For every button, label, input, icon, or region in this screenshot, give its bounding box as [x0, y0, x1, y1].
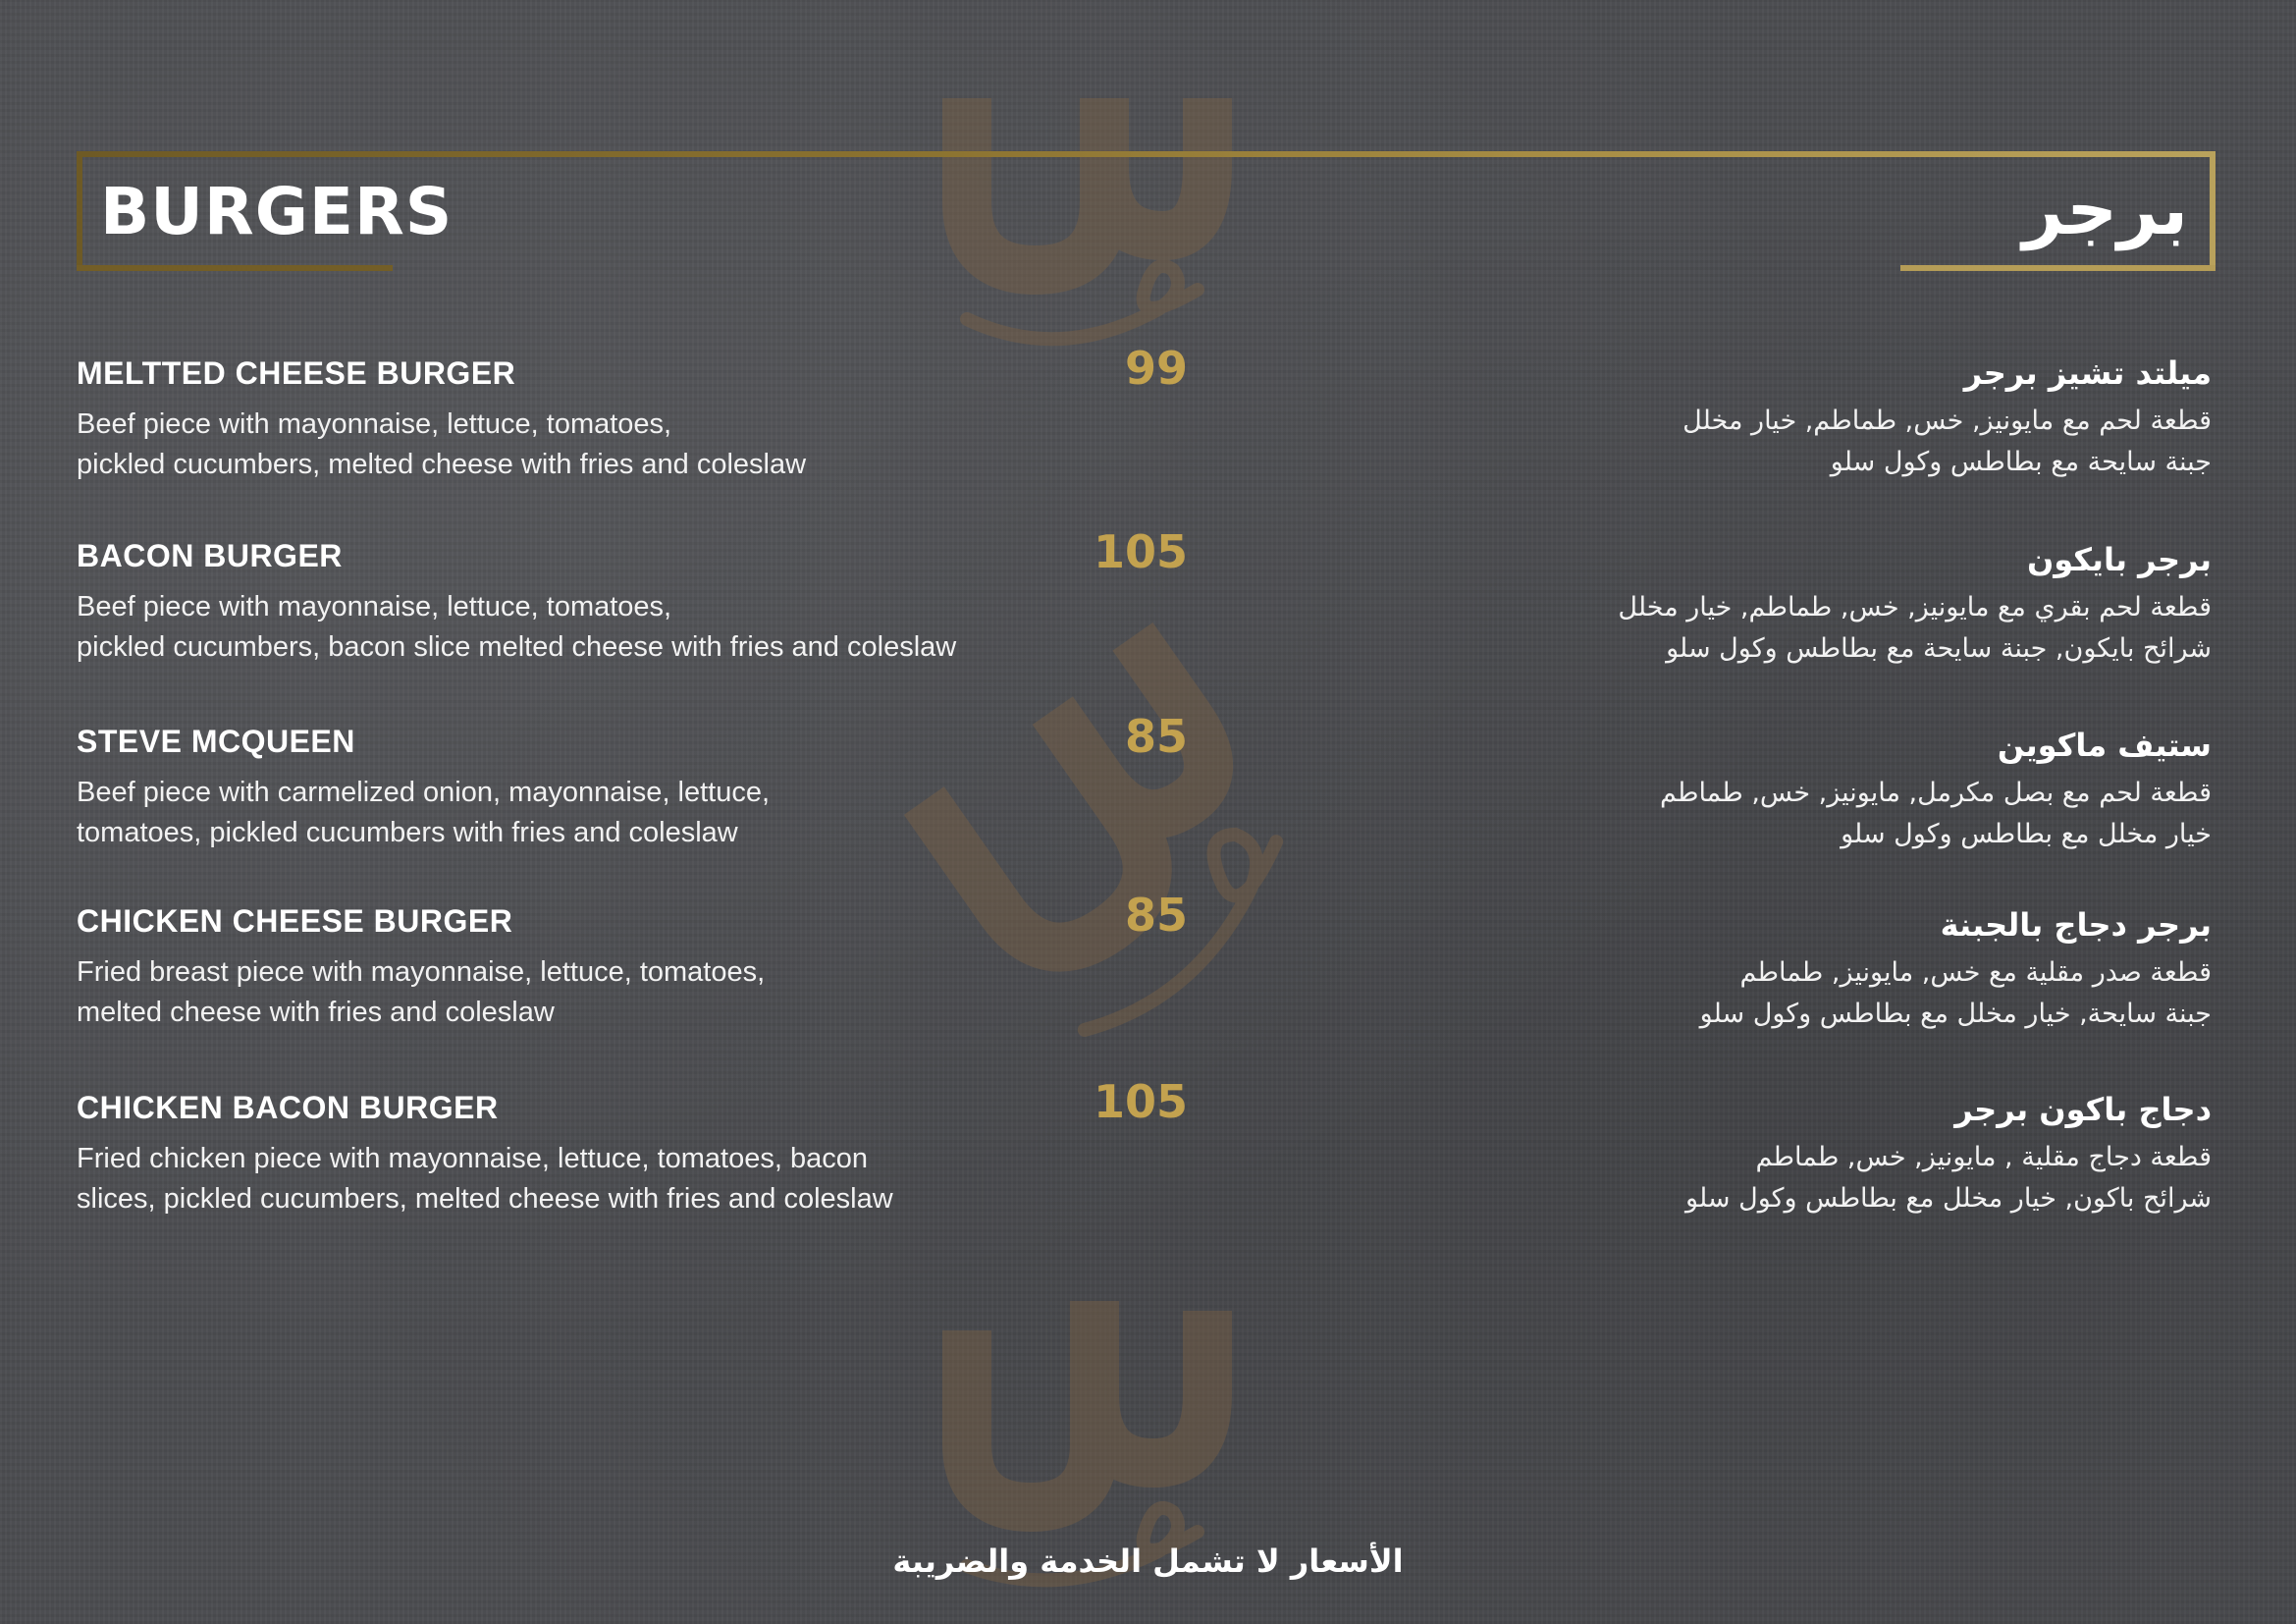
- item-price: 85: [1124, 710, 1188, 763]
- item-name-ar: ميلتد تشيز برجر: [1963, 354, 2212, 392]
- menu-item-ar: [1466, 903, 2212, 1035]
- section-title-ar: برجر: [2022, 168, 2188, 250]
- item-name-en: CHICKEN BACON BURGER: [77, 1090, 499, 1125]
- description-line: شرائح بايكون, جبنة سايحة مع بطاطس وكول سلو: [1666, 633, 2212, 664]
- item-description-ar: [1466, 1137, 2212, 1219]
- description-line: قطعة دجاج مقلية , مايونيز, خس, طماطم: [1755, 1142, 2212, 1172]
- description-line: Beef piece with carmelized onion, mayonnaise, lettuce,: [77, 777, 771, 808]
- uu-logo-icon: [868, 620, 1371, 1128]
- item-description-en: [77, 587, 1196, 668]
- watermark-logo-top: [913, 98, 1247, 363]
- description-line: pickled cucumbers, bacon slice melted cheese with fries and coleslaw: [77, 631, 957, 663]
- item-name-en: BACON BURGER: [77, 538, 343, 573]
- menu-item-ar: [1466, 724, 2212, 855]
- item-price: 85: [1124, 889, 1188, 942]
- item-name-ar: برجر دجاج بالجبنة: [1940, 906, 2212, 944]
- item-price: 105: [1093, 525, 1188, 578]
- item-name-en: CHICKEN CHEESE BURGER: [77, 903, 513, 939]
- menu-item-ar: [1466, 352, 2212, 483]
- menu-item-en: [77, 353, 1196, 485]
- description-line: slices, pickled cucumbers, melted cheese with fries and coleslaw: [77, 1183, 893, 1215]
- menu-item-en: [77, 536, 1196, 668]
- item-description-ar: [1466, 952, 2212, 1035]
- description-line: Fried breast piece with mayonnaise, lettuce, tomatoes,: [77, 956, 766, 988]
- description-line: خيار مخلل مع بطاطس وكول سلو: [1841, 819, 2212, 849]
- item-price: 99: [1124, 342, 1188, 395]
- item-description-en: [77, 1139, 1196, 1219]
- description-line: Beef piece with mayonnaise, lettuce, tomatoes,: [77, 408, 672, 440]
- item-description-ar: [1466, 401, 2212, 483]
- description-line: tomatoes, pickled cucumbers with fries and coleslaw: [77, 817, 738, 848]
- item-name-en: MELTTED CHEESE BURGER: [77, 355, 516, 391]
- description-line: جبنة سايحة مع بطاطس وكول سلو: [1830, 447, 2212, 477]
- description-line: Beef piece with mayonnaise, lettuce, tomatoes,: [77, 591, 672, 623]
- description-line: قطعة صدر مقلية مع خس, مايونيز, طماطم: [1739, 957, 2212, 988]
- description-line: جبنة سايحة, خيار مخلل مع بطاطس وكول سلو: [1699, 999, 2212, 1029]
- description-line: Fried chicken piece with mayonnaise, lettuce, tomatoes, bacon: [77, 1143, 868, 1174]
- item-price: 105: [1093, 1075, 1188, 1128]
- header-frame-bottom-left-border: [77, 265, 393, 271]
- description-line: قطعة لحم مع بصل مكرمل, مايونيز, خس, طماطم: [1659, 778, 2212, 808]
- menu-item-en: [77, 901, 1196, 1033]
- header-frame-bottom-right-border: [1900, 265, 2216, 271]
- description-line: melted cheese with fries and coleslaw: [77, 997, 555, 1028]
- item-description-ar: [1466, 773, 2212, 855]
- description-line: شرائح باكون, خيار مخلل مع بطاطس وكول سلو: [1685, 1183, 2212, 1214]
- description-line: pickled cucumbers, melted cheese with fries and coleslaw: [77, 449, 807, 480]
- header-frame-right-border: [2210, 151, 2216, 271]
- item-name-en: STEVE MCQUEEN: [77, 724, 355, 759]
- header-frame-left-border: [77, 151, 82, 271]
- menu-item-ar: [1466, 1088, 2212, 1219]
- uu-logo-icon: [913, 98, 1247, 363]
- section-title-en: BURGERS: [100, 174, 454, 249]
- menu-item-ar: [1466, 538, 2212, 670]
- item-name-ar: دجاج باكون برجر: [1954, 1091, 2212, 1128]
- menu-item-en: [77, 722, 1196, 853]
- item-description-en: [77, 952, 1196, 1033]
- description-line: قطعة لحم بقري مع مايونيز, خس, طماطم, خيار مخلل: [1618, 592, 2212, 623]
- header-frame-top-border: [77, 151, 2216, 157]
- item-description-en: [77, 773, 1196, 853]
- item-name-ar: برجر بايكون: [2026, 541, 2212, 578]
- item-description-en: [77, 405, 1196, 485]
- item-name-ar: ستيف ماكوين: [1997, 727, 2212, 764]
- item-description-ar: [1466, 587, 2212, 670]
- prices-exclude-service-tax-note: الأسعار لا تشمل الخدمة والضريبة: [892, 1543, 1404, 1580]
- description-line: قطعة لحم مع مايونيز, خس, طماطم, خيار مخلل: [1682, 406, 2212, 436]
- menu-item-en: [77, 1088, 1196, 1219]
